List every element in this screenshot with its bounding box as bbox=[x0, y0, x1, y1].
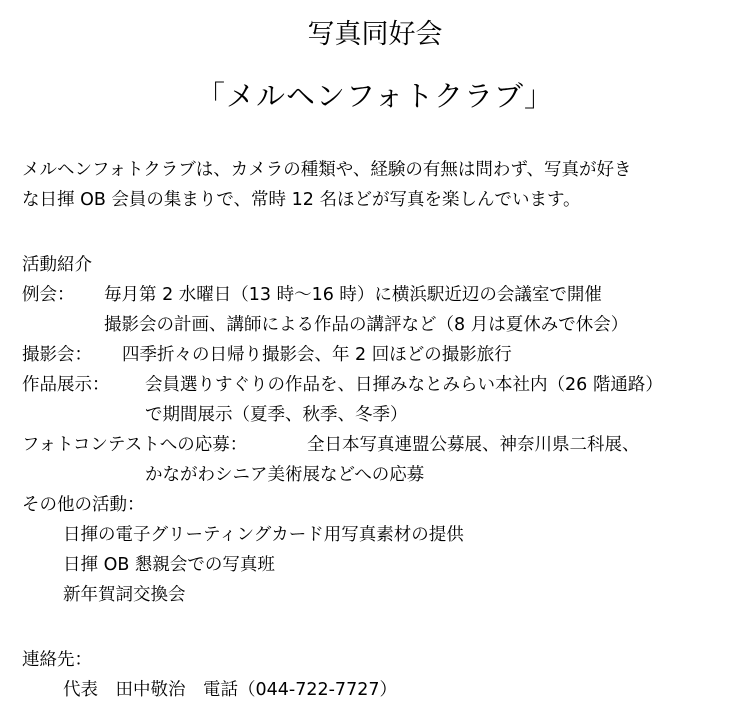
other-activity-item: 日揮 OB 懇親会での写真班 bbox=[63, 555, 275, 575]
other-activity-item: 新年賀詞交換会 bbox=[63, 585, 186, 605]
contest-text-2: かながわシニア美術展などへの応募 bbox=[145, 465, 425, 485]
contact-heading: 連絡先： bbox=[22, 650, 92, 670]
exhibition-text-1: 会員選りすぐりの作品を、日揮みなとみらい本社内（26 階通路） bbox=[145, 375, 663, 395]
page-title: 写真同好会 bbox=[307, 19, 443, 50]
intro-line-2: な日揮 OB 会員の集まりで、常時 12 名ほどが写真を楽しんでいます。 bbox=[22, 190, 581, 210]
regular-meeting-text-1: 毎月第 2 水曜日（13 時～16 時）に横浜駅近辺の会議室で開催 bbox=[104, 285, 602, 305]
other-activity-item: 日揮の電子グリーティングカード用写真素材の提供 bbox=[63, 525, 464, 545]
other-activities-label: その他の活動： bbox=[22, 495, 145, 515]
intro-line-1: メルヘンフォトクラブは、カメラの種類や、経験の有無は問わず、写真が好き bbox=[22, 160, 632, 180]
photo-shoot-text: 四季折々の日帰り撮影会、年 2 回ほどの撮影旅行 bbox=[122, 345, 512, 365]
contest-label: フォトコンテストへの応募： bbox=[22, 435, 248, 455]
photo-shoot-label: 撮影会： bbox=[22, 345, 92, 365]
activities-heading: 活動紹介 bbox=[22, 255, 92, 275]
contest-text-1: 全日本写真連盟公募展、神奈川県二科展、 bbox=[307, 435, 640, 455]
exhibition-text-2: で期間展示（夏季、秋季、冬季） bbox=[145, 405, 408, 425]
regular-meeting-label: 例会： bbox=[22, 285, 75, 305]
contact-info: 代表 田中敬治 電話（044-722-7727） bbox=[63, 680, 397, 700]
regular-meeting-text-2: 撮影会の計画、講師による作品の講評など（8 月は夏休みで休会） bbox=[104, 315, 629, 335]
club-name-title: 「メルヘンフォトクラブ」 bbox=[196, 79, 554, 113]
exhibition-label: 作品展示： bbox=[22, 375, 110, 395]
